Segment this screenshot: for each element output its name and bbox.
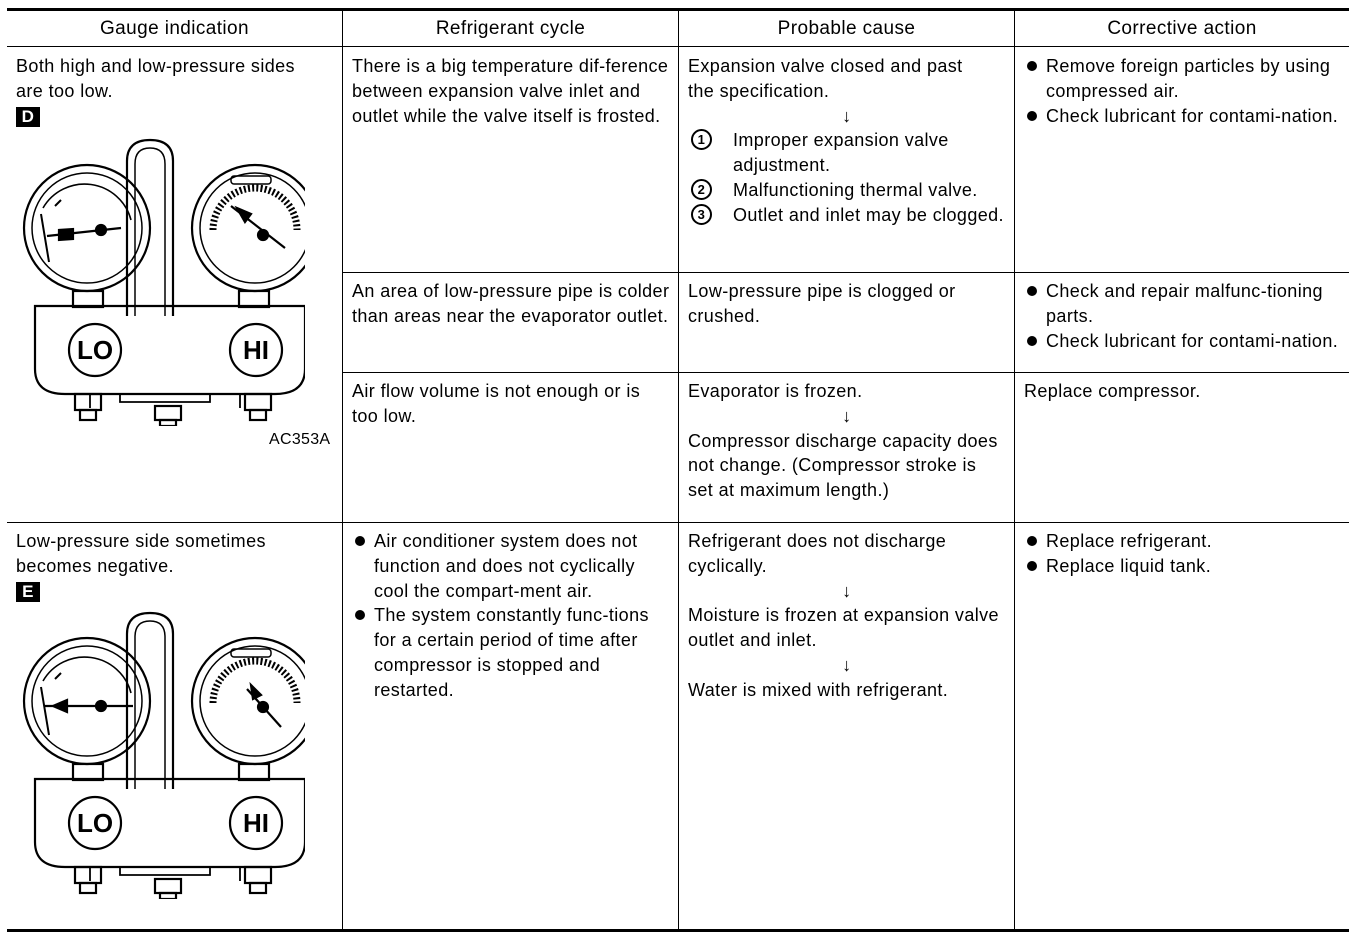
circled-number-icon: 3: [691, 204, 712, 225]
hi-label-d: HI: [243, 335, 269, 365]
down-arrow-icon: ↓: [842, 405, 852, 426]
gauge-set-figure-d: [15, 136, 305, 426]
refrigerant-cycle-e: [343, 523, 678, 923]
probable-cause-d2: [679, 273, 1014, 372]
action-item: Remove foreign particles by using compressed air.: [1024, 54, 1341, 104]
badge-e: E: [16, 582, 40, 602]
cause-2-d3: Compressor discharge capacity does not change. (Compressor stroke is set at maximum length.): [688, 430, 998, 501]
hi-label-e: HI: [243, 808, 269, 838]
cause-item: [688, 128, 1006, 178]
refrigerant-cycle-d2: [343, 273, 678, 372]
down-arrow-icon: ↓: [842, 580, 852, 601]
header-refrigerant-cycle: Refrigerant cycle: [435, 18, 586, 39]
down-arrow-icon: ↓: [842, 105, 852, 126]
cause-item: [688, 178, 1006, 203]
cause-main-d1: Expansion valve closed and past the specification.: [688, 56, 963, 101]
cycle-text-d3: Air flow volume is not enough or is too low.: [352, 381, 641, 426]
cycle-item: Air conditioner system does not function and does not cyclically cool the compart-ment air.: [352, 529, 659, 603]
action-text-d3: Replace compressor.: [1024, 381, 1201, 401]
lo-label-d: LO: [76, 335, 114, 365]
cause-main-d2: Low-pressure pipe is clogged or crushed.: [688, 281, 956, 326]
cause-1-d3: Evaporator is frozen.: [688, 381, 863, 401]
cause-item-text: Improper expansion valve adjustment.: [733, 130, 949, 176]
down-arrow-icon: ↓: [842, 654, 852, 675]
gauge-indication-e: [7, 523, 337, 603]
cycle-text-d2: An area of low-pressure pipe is colder than areas near the evaporator outlet.: [352, 281, 670, 326]
corrective-action-d1: [1015, 48, 1349, 272]
cause-item-text: Outlet and inlet may be clogged.: [733, 204, 1004, 225]
probable-cause-d3: [679, 373, 1014, 522]
cause-2-e: Moisture is frozen at expansion valve outlet and inlet.: [688, 605, 999, 651]
badge-d: D: [16, 107, 40, 127]
gauge-text-d: Both high and low-pressure sides are too low.: [16, 56, 295, 101]
action-item: Check and repair malfunc-tioning parts.: [1024, 279, 1341, 329]
circled-number-icon: 2: [691, 179, 712, 200]
probable-cause-e: [679, 523, 1014, 923]
action-item: Replace refrigerant.: [1024, 529, 1341, 554]
lo-label-e: LO: [76, 808, 114, 838]
header-corrective-action: Corrective action: [1107, 18, 1257, 39]
cause-item-text: Malfunctioning thermal valve.: [733, 179, 978, 200]
action-item: Check lubricant for contami-nation.: [1024, 104, 1341, 129]
header-gauge-indication: Gauge indication: [99, 18, 249, 39]
refrigerant-cycle-d3: [343, 373, 678, 522]
header-probable-cause: Probable cause: [777, 18, 916, 39]
gauge-text-e: Low-pressure side sometimes becomes negative.: [16, 531, 266, 576]
cause-1-e: Refrigerant does not discharge cyclically.: [688, 531, 947, 576]
probable-cause-d1: [679, 48, 1014, 272]
troubleshooting-table: [7, 8, 1349, 932]
corrective-action-e: [1015, 523, 1349, 923]
corrective-action-d2: [1015, 273, 1349, 372]
figure-code: AC353A: [269, 431, 331, 448]
cycle-text-d1: There is a big temperature dif-ference between expansion valve inlet and outlet while the valve itself is frosted.: [352, 56, 669, 126]
action-item: Check lubricant for contami-nation.: [1024, 329, 1341, 354]
refrigerant-cycle-d1: [343, 48, 678, 272]
gauge-set-figure-e: [15, 609, 305, 899]
action-item: Replace liquid tank.: [1024, 554, 1341, 579]
corrective-action-d3: [1015, 373, 1349, 522]
cause-item: [688, 203, 1006, 228]
circled-number-icon: 1: [691, 129, 712, 150]
cycle-item: The system constantly func-tions for a certain period of time after compressor is stopped and restarted.: [352, 603, 659, 702]
cause-3-e: Water is mixed with refrigerant.: [688, 679, 949, 700]
